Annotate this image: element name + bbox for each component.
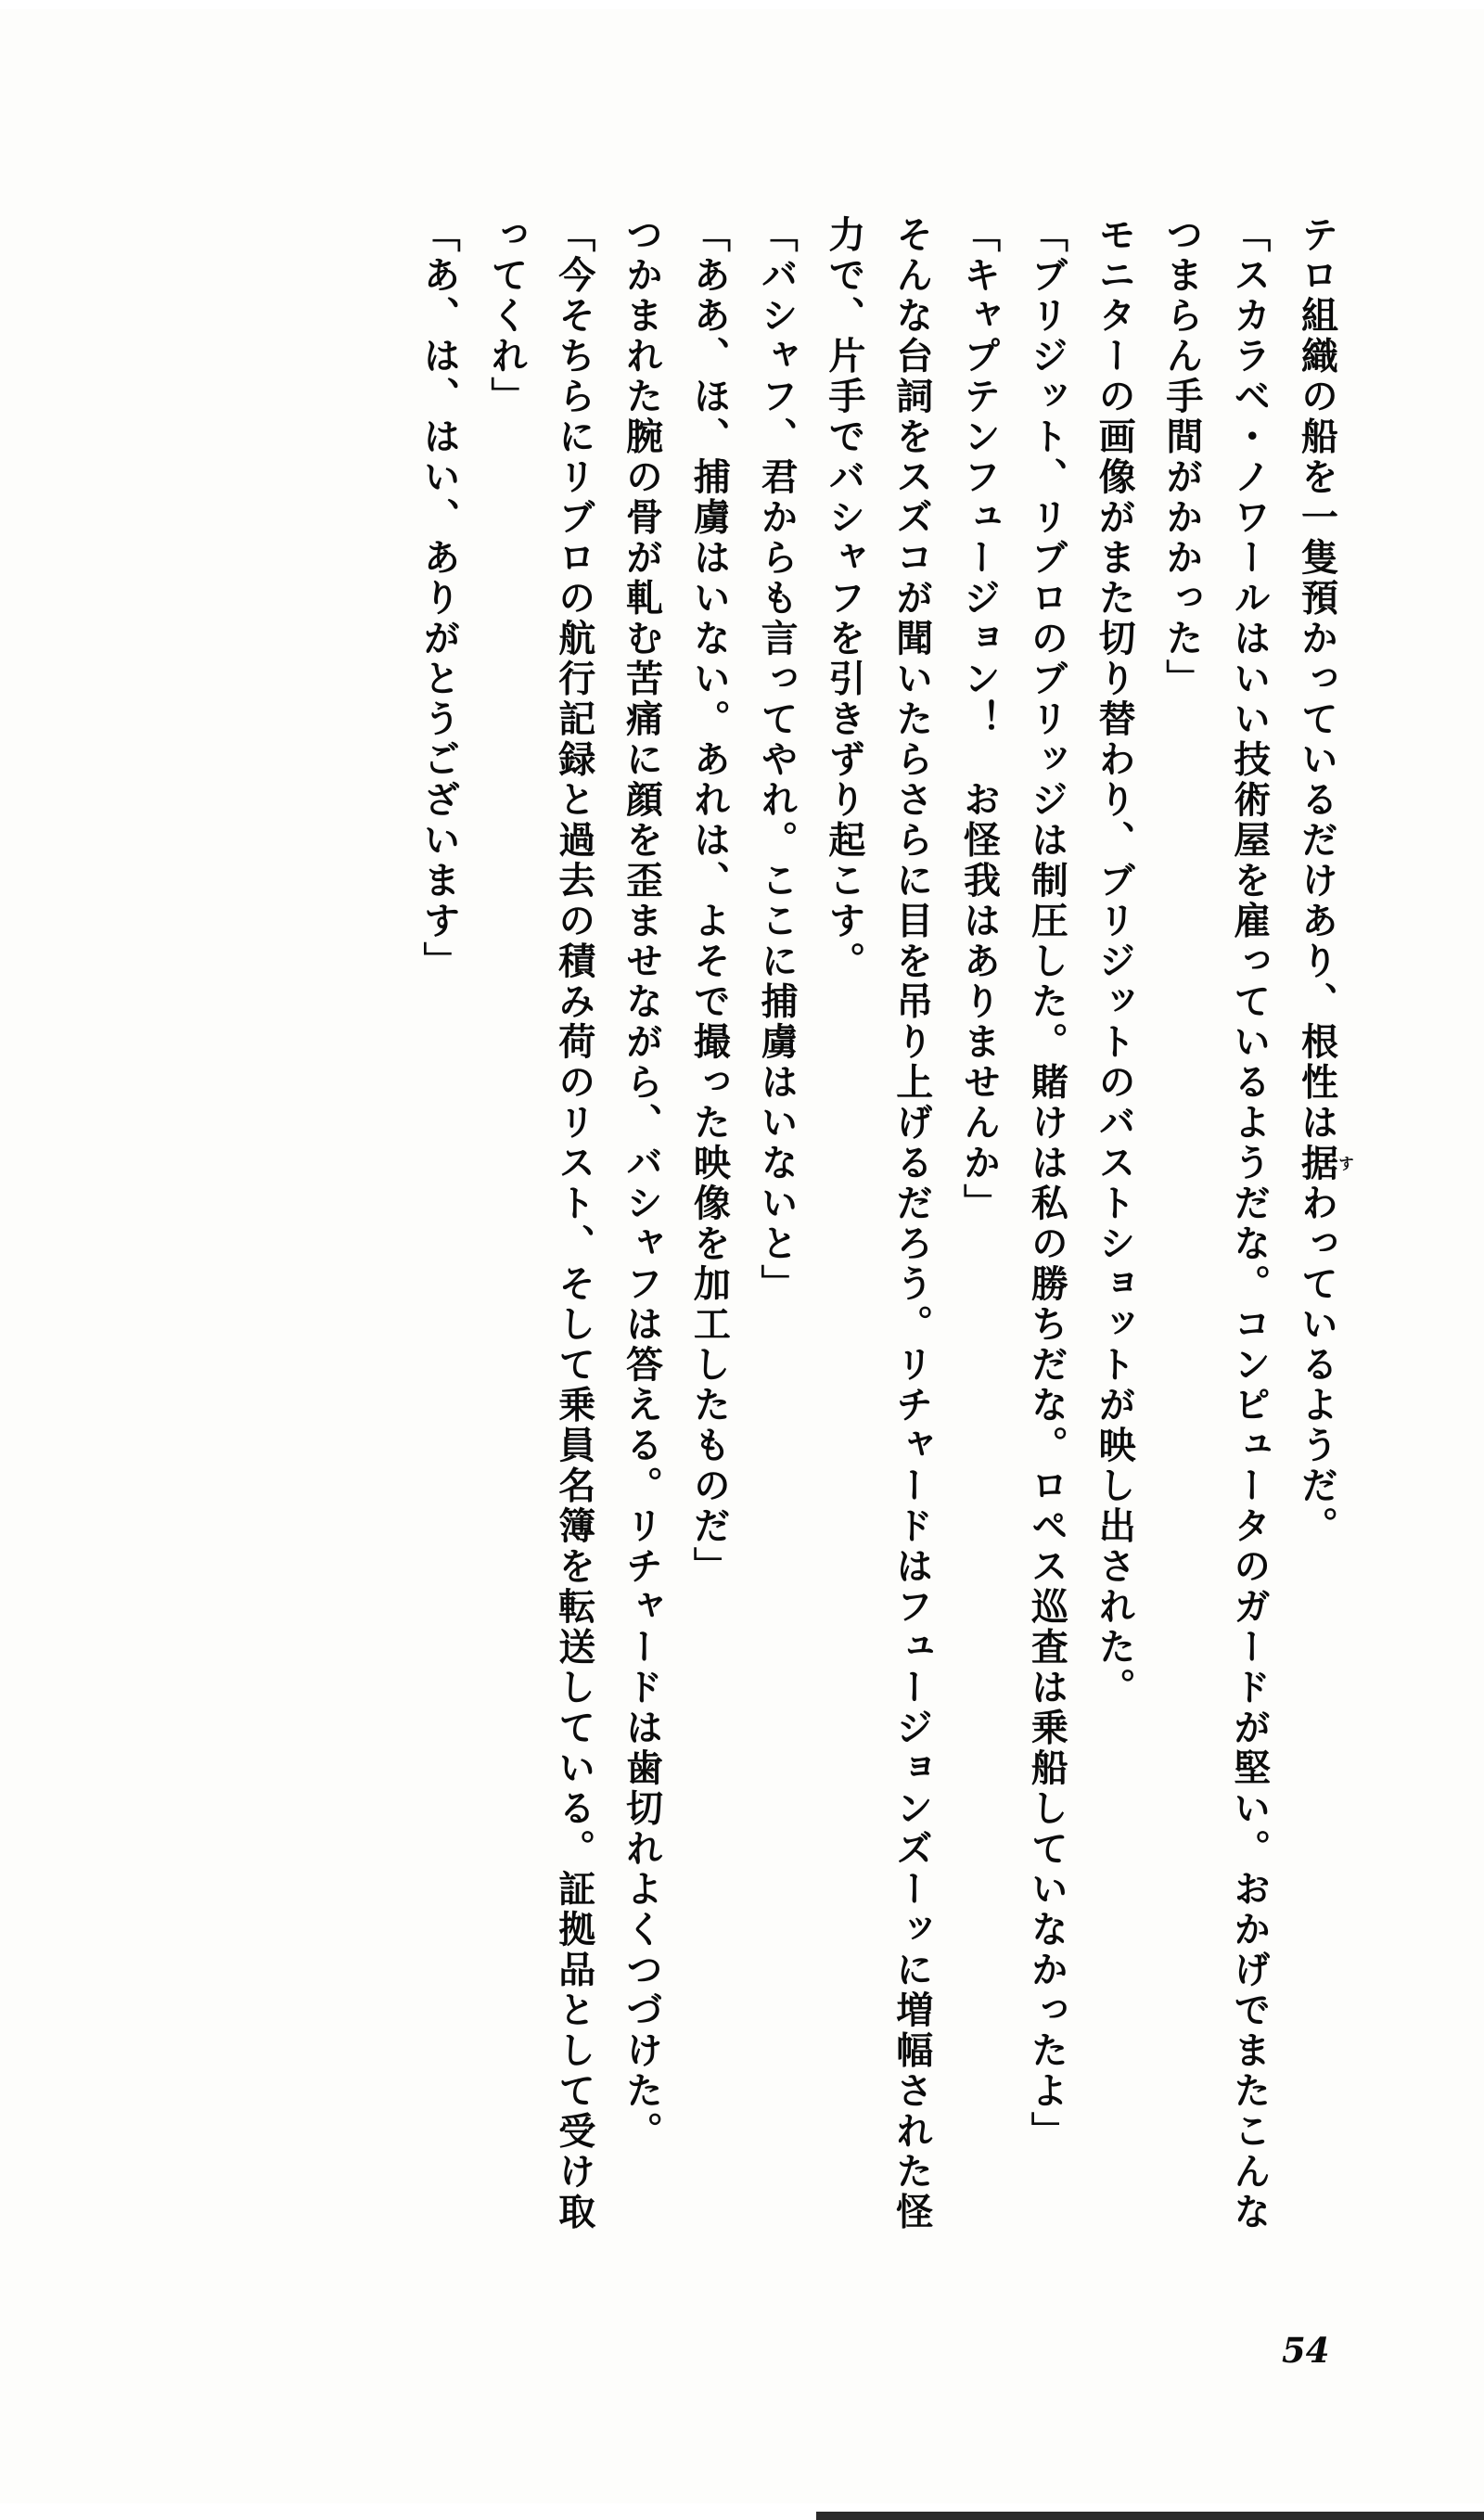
scan-edge-shadow (816, 2512, 1484, 2520)
paragraph-6: そんな台詞をスズコが聞いたらさらに目を吊り上げるだろう。リチャードはフュージョンズーッに増幅された怪力で、片手でバシャフを引きずり起こす。 (822, 215, 934, 2232)
paragraph-3: モニターの画像がまた切り替わり、ブリジットのバストショットが映し出された。 (1093, 215, 1137, 1708)
paragraph-4: 「ブリジット、リブロのブリッジは制圧した。賭けは私の勝ちだな。ロペス巡査は乗船していなかったよ」 (1025, 215, 1069, 2152)
ruby-sueatte: 据す (1295, 1143, 1353, 1183)
paragraph-text: テロ組織の船を一隻預かっているだけあり、根性は据すわっているようだ。 (1295, 215, 1353, 1547)
paragraph-11: 「あ、は、はい、ありがとうございます」 (417, 215, 462, 982)
page-number: 54 (1282, 2330, 1330, 2371)
paragraph-5: 「キャプテンフュージョン！ お怪我はありませんか」 (957, 215, 1002, 1224)
page-top-margin (0, 0, 1484, 9)
vertical-text-body (404, 215, 1352, 2265)
paragraph-9: つかまれた腕の骨が軋む苦痛に顔を歪ませながら、バシャフは答える。リチャードは歯切れよくつづけた。 (620, 215, 664, 2152)
paragraph-10: 「今そちらにリブロの航行記録と過去の積み荷のリスト、そして乗員名簿を転送している。証拠品として受け取ってくれ」 (484, 215, 596, 2232)
paragraph-7: 「バシャフ、君からも言ってやれ。ここに捕虜はいないと」 (755, 215, 800, 1305)
paragraph-1 (1283, 215, 1352, 2265)
paragraph-2: 「スカラベ・ノワールはいい技術屋を雇っているようだな。コンピュータのガードが堅い。おかげでまたこんなつまらん手間がかかった」 (1159, 215, 1272, 2232)
paragraph-8: 「ああ、ほ、捕虜はいない。あれは、よそで撮った映像を加工したものだ」 (687, 215, 732, 1587)
ruby-reading: す (1335, 1143, 1353, 1183)
